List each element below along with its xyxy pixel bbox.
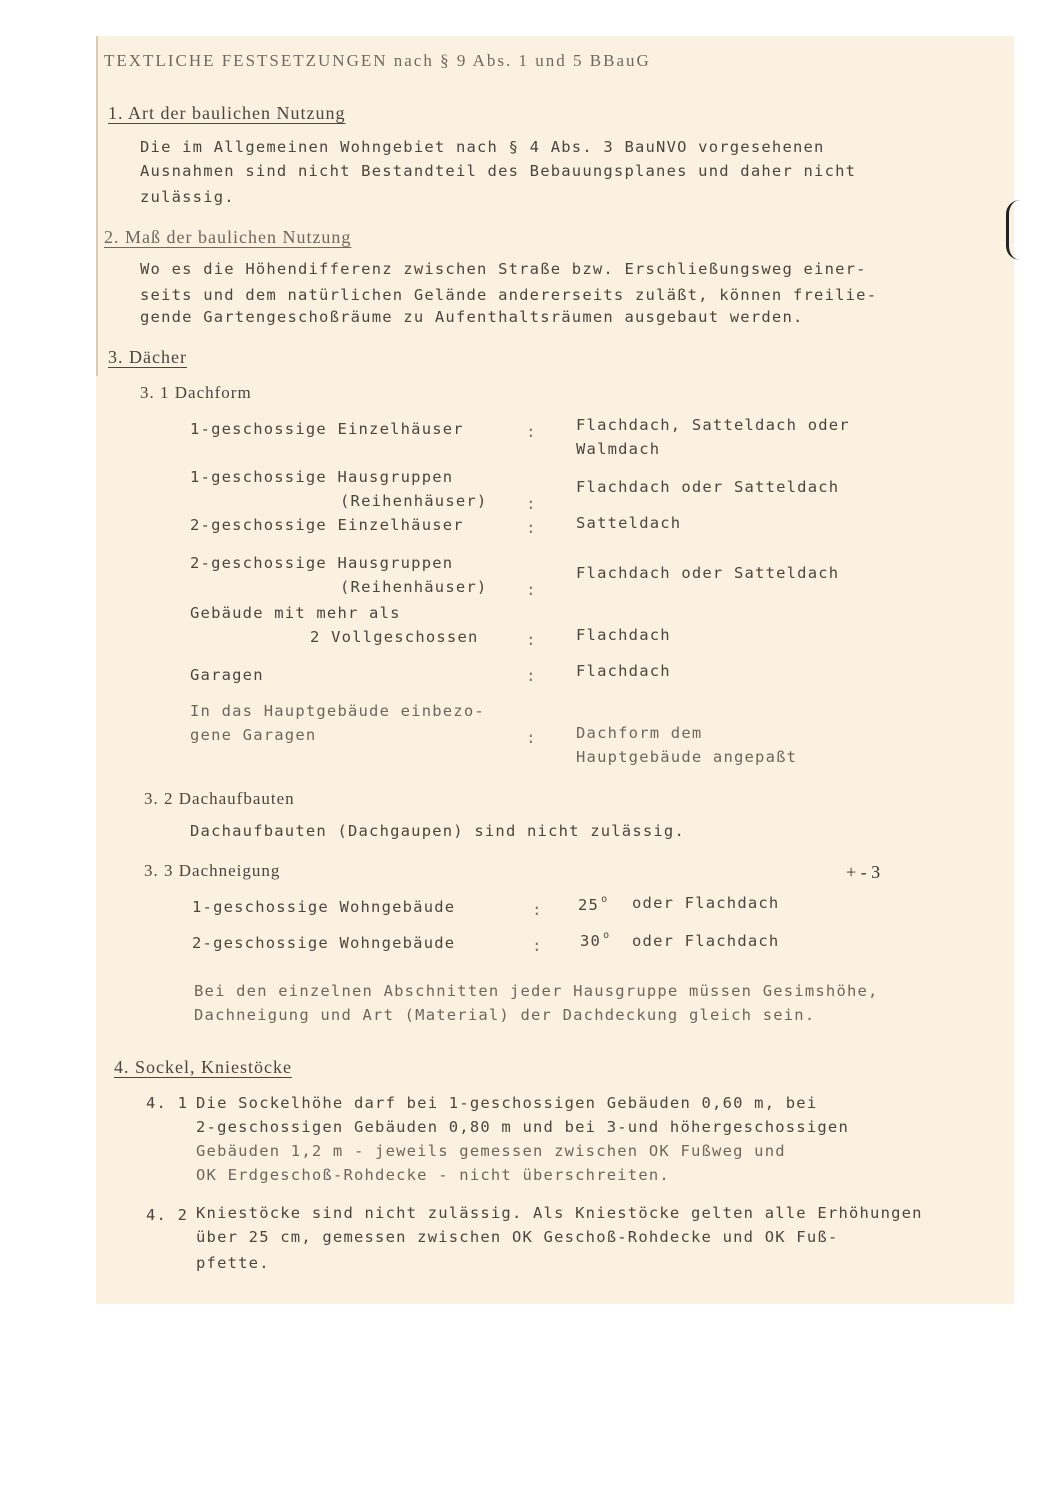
section-3-heading: 3. Dächer: [108, 347, 187, 367]
roof-row-7-value-2: Hauptgebäude angepaßt: [576, 748, 798, 766]
section-2-line-3: gende Gartengeschoßräume zu Aufenthaltsräumen ausgebaut werden.: [140, 308, 804, 326]
slope-row-2-label: 2-geschossige Wohngebäude: [192, 934, 456, 952]
roof-row-2-label-2: (Reihenhäuser): [340, 492, 488, 510]
paragraph-4-1-line-3: Gebäuden 1,2 m - jeweils gemessen zwischen OK Fußweg und: [196, 1142, 786, 1160]
subsection-3-1-heading: 3. 1 Dachform: [140, 383, 252, 402]
paragraph-4-1-line-2: 2-geschossigen Gebäuden 0,80 m und bei 3-und höhergeschossigen: [196, 1118, 849, 1136]
section-2-line-2: seits und dem natürlichen Gelände andererseits zuläßt, können freilie-: [140, 286, 878, 304]
paragraph-4-2-line-2: über 25 cm, gemessen zwischen OK Geschoß-Rohdecke und OK Fuß-: [196, 1228, 839, 1246]
roof-row-2-label-1: 1-geschossige Hausgruppen: [190, 468, 454, 486]
roof-row-2-value: Flachdach oder Satteldach: [576, 478, 840, 496]
roof-row-5-label-2: 2 Vollgeschossen: [310, 628, 479, 646]
dormers-text: Dachaufbauten (Dachgaupen) sind nicht zulässig.: [190, 822, 685, 840]
subsection-3-2-heading: 3. 2 Dachaufbauten: [144, 789, 295, 808]
section-2-heading: 2. Maß der baulichen Nutzung: [104, 227, 352, 247]
roof-note-line-2: Dachneigung und Art (Material) der Dachdeckung gleich sein.: [194, 1006, 816, 1024]
roof-row-1-value-2: Walmdach: [576, 440, 661, 458]
roof-row-5-colon: :: [526, 630, 536, 649]
slope-row-1-label: 1-geschossige Wohngebäude: [192, 898, 456, 916]
roof-row-5-label-1: Gebäude mit mehr als: [190, 604, 401, 622]
section-1-heading: 1. Art der baulichen Nutzung: [108, 103, 346, 123]
roof-row-6-colon: :: [526, 666, 536, 685]
roof-row-1-label: 1-geschossige Einzelhäuser: [190, 420, 464, 438]
section-2-line-1: Wo es die Höhendifferenz zwischen Straße bzw. Erschließungsweg einer-: [140, 260, 867, 278]
slope-row-2-colon: :: [532, 936, 542, 955]
roof-row-3-colon: :: [526, 518, 536, 537]
margin-line: [96, 36, 98, 376]
paragraph-4-2-number: 4. 2: [146, 1206, 189, 1224]
roof-row-3-value: Satteldach: [576, 514, 682, 532]
roof-row-6-value: Flachdach: [576, 662, 671, 680]
roof-note-line-1: Bei den einzelnen Abschnitten jeder Hausgruppe müssen Gesimshöhe,: [194, 982, 879, 1000]
roof-row-4-value: Flachdach oder Satteldach: [576, 564, 840, 582]
roof-row-5-value: Flachdach: [576, 626, 671, 644]
paragraph-4-1-number: 4. 1: [146, 1094, 189, 1112]
section-1-line-2: Ausnahmen sind nicht Bestandteil des Bebauungsplanes und daher nicht: [140, 162, 857, 180]
roof-row-4-label-2: (Reihenhäuser): [340, 578, 488, 596]
slope-row-1-degree-sign: o: [601, 894, 609, 905]
roof-row-2-colon: :: [526, 494, 536, 513]
roof-row-7-label-2: gene Garagen: [190, 726, 317, 744]
slope-row-1-rest: oder Flachdach: [632, 894, 780, 912]
slope-row-2-value: [580, 930, 611, 950]
roof-row-4-label-1: 2-geschossige Hausgruppen: [190, 554, 454, 572]
roof-row-1-value-1: Flachdach, Satteldach oder: [576, 416, 850, 434]
roof-row-4-colon: :: [526, 580, 536, 599]
slope-row-2-degrees: 30: [580, 932, 602, 950]
slope-row-2-degree-sign: o: [603, 930, 611, 941]
roof-row-3-label: 2-geschossige Einzelhäuser: [190, 516, 464, 534]
section-1-line-3: zulässig.: [140, 188, 235, 206]
section-4-heading: 4. Sockel, Kniestöcke: [114, 1057, 292, 1077]
roof-row-6-label: Garagen: [190, 666, 264, 684]
slope-row-1-degrees: 25: [578, 896, 600, 914]
document-title: TEXTLICHE FESTSETZUNGEN nach § 9 Abs. 1 und 5 BBauG: [104, 51, 651, 70]
paragraph-4-2-line-3: pfette.: [196, 1254, 270, 1272]
slope-row-1-colon: :: [532, 900, 542, 919]
roof-row-1-colon: :: [526, 422, 536, 441]
section-1-line-1: Die im Allgemeinen Wohngebiet nach § 4 Abs. 3 BauNVO vorgesehenen: [140, 138, 825, 156]
subsection-3-3-heading: 3. 3 Dachneigung: [144, 861, 281, 880]
paragraph-4-2-line-1: Kniestöcke sind nicht zulässig. Als Kniestöcke gelten alle Erhöhungen: [196, 1204, 923, 1222]
handwritten-note: + - 3: [846, 862, 881, 882]
paragraph-4-1-line-1: Die Sockelhöhe darf bei 1-geschossigen Gebäuden 0,60 m, bei: [196, 1094, 818, 1112]
edge-mark: [1006, 200, 1025, 260]
slope-row-2-rest: oder Flachdach: [632, 932, 780, 950]
roof-row-7-colon: :: [526, 728, 536, 747]
roof-row-7-label-1: In das Hauptgebäude einbezo-: [190, 702, 485, 720]
paragraph-4-1-line-4: OK Erdgeschoß-Rohdecke - nicht überschreiten.: [196, 1166, 670, 1184]
roof-row-7-value-1: Dachform dem: [576, 724, 703, 742]
slope-row-1-value: [578, 894, 609, 914]
